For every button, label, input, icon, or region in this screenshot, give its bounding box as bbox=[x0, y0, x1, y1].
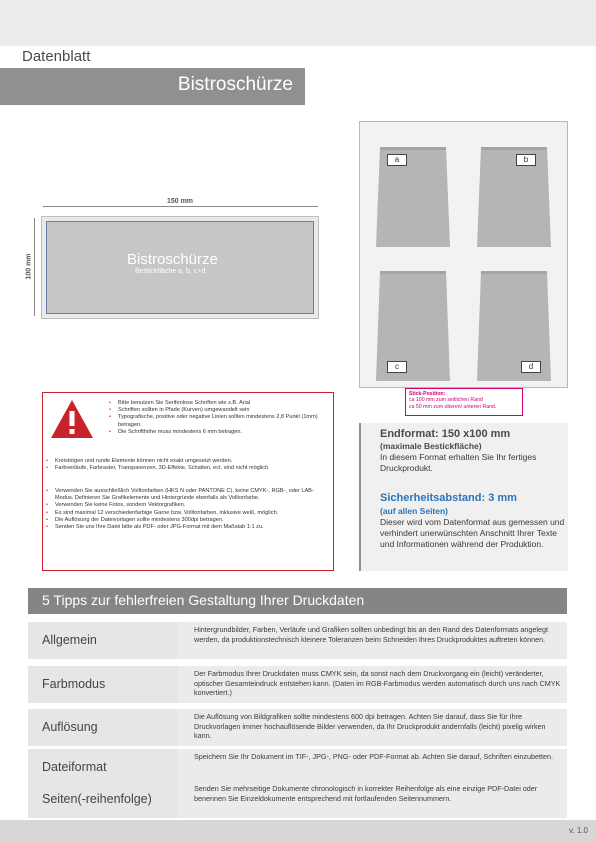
width-dimension-line bbox=[43, 206, 318, 207]
warning-item: • Farbverläufe, Farbraster, Transparenzen, 3D-Effekte, Schatten, ect. sind nicht möglich. bbox=[46, 465, 328, 472]
tip-label-cell bbox=[28, 709, 178, 746]
tips-heading-bar bbox=[28, 588, 567, 614]
warning-list-3 bbox=[46, 488, 328, 531]
warning-item: • Verwenden Sie ausschließlich Volltonfarben (HKS N oder PANTONE C), keine CMYK-, RGB-, oder LAB-Modus. Definieren Sie Grafikelemente und Hintergründe ebenfalls als Volltonfarbe. bbox=[46, 488, 328, 502]
footer-bar bbox=[0, 820, 596, 842]
tip-text: Die Auflösung von Bildgrafiken sollte mindestens 600 dpi betragen. Achten Sie darauf, dass Sie für Ihre Druckvorlagen immer hochauflösende Bilder verwenden, da Ihr Druckprodukt andernfalls (leicht) pixelig wirken kann. bbox=[194, 712, 546, 741]
tips-heading: 5 Tipps zur fehlerfreien Gestaltung Ihrer Druckdaten bbox=[42, 592, 365, 608]
warning-icon bbox=[50, 399, 94, 444]
safety-title: Sicherheitsabstand: 3 mm bbox=[380, 492, 517, 504]
safety-subtitle: (auf allen Seiten) bbox=[380, 506, 449, 516]
height-dimension-label: 100 mm bbox=[25, 253, 33, 280]
tip-row bbox=[28, 622, 567, 659]
warning-list-2 bbox=[46, 458, 328, 472]
warning-item: • Die Schrifthöhe muss mindestens 6 mm betragen. bbox=[109, 429, 329, 436]
embroidery-area-title: Bistroschürze bbox=[127, 251, 218, 268]
tip-row bbox=[28, 709, 567, 746]
endformat-text: In diesem Format erhalten Sie Ihr fertiges Druckprodukt. bbox=[380, 452, 537, 473]
endformat-subtitle: (maximale Bestickfläche) bbox=[380, 441, 482, 451]
safety-text: Dieser wird vom Datenformat aus gemessen und verhindert unerwünschten Anschnitt Ihrer Texte und Informationen während der Produktion. bbox=[380, 517, 565, 549]
embroidery-area-subtitle: Bestickfläche a, b, c+d bbox=[135, 268, 206, 275]
tip-text-cell bbox=[178, 666, 567, 703]
apron-label-b: b bbox=[516, 154, 536, 166]
tip-text: Speichern Sie Ihr Dokument im TIF-, JPG-, PNG- oder PDF-Format ab. Achten Sie darauf, Schriften einzubetten. bbox=[194, 752, 553, 761]
height-dimension-line bbox=[34, 218, 35, 316]
version-label: v. 1.0 bbox=[569, 826, 588, 835]
tip-label-cell bbox=[28, 666, 178, 703]
tip-label: Farbmodus bbox=[42, 677, 106, 691]
tip-label-cell bbox=[28, 622, 178, 659]
tip-label: Allgemein bbox=[42, 633, 97, 647]
stick-position-side: ca 100 mm zum seitlichen Rand bbox=[409, 397, 483, 404]
tip-row bbox=[28, 666, 567, 703]
warning-list-1 bbox=[109, 400, 329, 436]
warning-item: • Bitte benutzen Sie Serifenlose Schriften wie z.B. Arial bbox=[109, 400, 329, 407]
apron-label-a: a bbox=[387, 154, 407, 166]
tip-text-cell bbox=[178, 781, 567, 818]
apron-b bbox=[477, 143, 551, 240]
warning-item: • Kreisbögen und runde Elemente können nicht exakt umgesetzt werden. bbox=[46, 458, 328, 465]
document-tag bbox=[8, 46, 120, 68]
tip-label-cell bbox=[28, 781, 178, 818]
title-bar bbox=[0, 68, 305, 105]
page-title: Bistroschürze bbox=[177, 74, 293, 95]
stick-position-top: ca 50 mm zum oberen/ unteren Rand. bbox=[409, 403, 497, 410]
tip-label: Seiten(-reihenfolge) bbox=[42, 792, 152, 806]
tip-label: Dateiformat bbox=[42, 760, 107, 774]
warning-item: • Typografische, positive oder negative Linien sollten mindestens 2,8 Punkt (1mm) betragen. bbox=[109, 414, 329, 428]
width-dimension-label: 150 mm bbox=[166, 198, 194, 205]
tip-text-cell bbox=[178, 622, 567, 659]
warning-item: • Verwenden Sie keine Fotos, sondern Vektorgrafiken. bbox=[46, 502, 328, 509]
warning-item: • Senden Sie uns Ihre Datei bitte als PDF- oder JPG-Format mit dem Maßstab 1:1 zu. bbox=[46, 524, 328, 531]
warning-item: • Es sind maximal 12 verschiedenfarbige Garne bzw. Volltonfarben, inklusive weiß, möglich. bbox=[46, 510, 328, 517]
warning-item: • Die Auflösung der Dateivorlagen sollte mindestens 300dpi betragen. bbox=[46, 517, 328, 524]
tip-label: Auflösung bbox=[42, 720, 98, 734]
header-band bbox=[0, 0, 596, 46]
apron-d bbox=[477, 267, 551, 364]
tip-row bbox=[28, 781, 567, 818]
tip-text-cell bbox=[178, 709, 567, 746]
stick-position-title: Stick-Position: bbox=[409, 391, 446, 397]
stick-position-note bbox=[405, 388, 523, 416]
apron-label-d: d bbox=[521, 361, 541, 373]
endformat-title: Endformat: 150 x100 mm bbox=[380, 428, 511, 440]
tip-text: Hintergrundbilder, Farben, Verläufe und Grafiken sollten unbedingt bis an den Rand des Datenformats angelegt werden, da produktionstechnisch kleinere Toleranzen beim Schneiden Ihres Druckproduktes auftreten können. bbox=[194, 625, 549, 644]
document-tag-label: Datenblatt bbox=[22, 48, 91, 65]
warning-item: • Schriften sollten in Pfade (Kurven) umgewandelt sein bbox=[109, 407, 329, 414]
tip-text: Senden Sie mehrseitige Dokumente chronologisch in korrekter Reihenfolge als eine einzige PDF-Datei oder benennen Sie Einzeldokumente entsprechend mit fortlaufenden Seitennummern. bbox=[194, 784, 538, 803]
tip-text: Der Farbmodus Ihrer Druckdaten muss CMYK sein, da sonst nach dem Druckvorgang ein (leicht) veränderter, optischer Gesamteindruck entstehen kann. (Daten im RGB-Farbmodus werden automatisch durch uns nach CMYK konvertiert.) bbox=[194, 669, 561, 698]
apron-c bbox=[376, 267, 450, 364]
apron-label-c: c bbox=[387, 361, 407, 373]
